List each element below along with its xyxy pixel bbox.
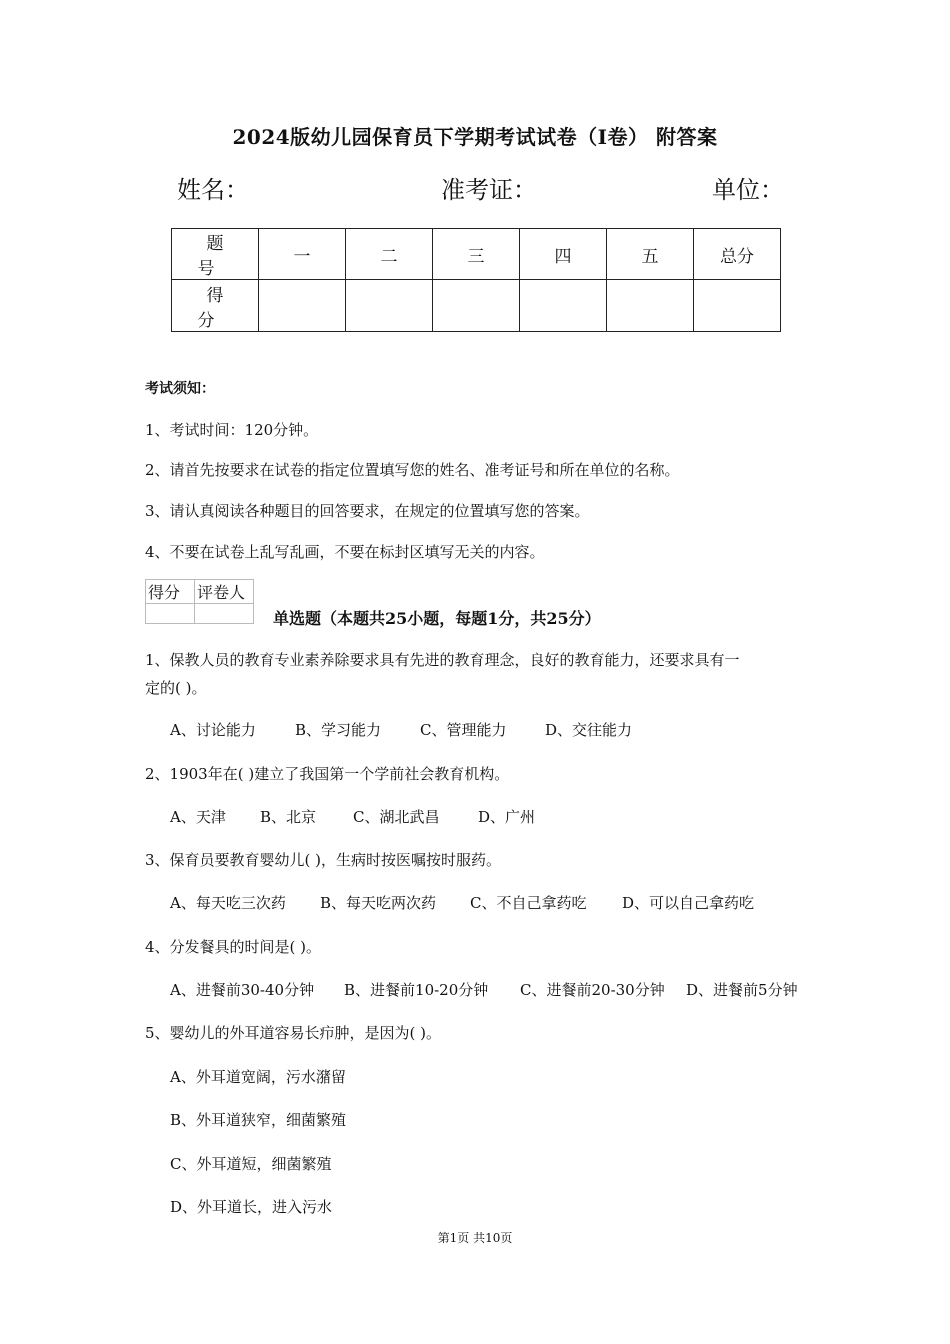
score-table-header-cell: 总分 [694,229,781,280]
option[interactable]: B、学习能力 [295,721,382,739]
question-text: 4、分发餐具的时间是( )。 [145,938,322,956]
score-table-header-cell: 一 [259,229,346,280]
grader-box [145,579,254,624]
score-table-header-cell: 四 [520,229,607,280]
option[interactable]: D、交往能力 [545,721,633,739]
option-row [170,892,754,913]
question-text: 1、保教人员的教育专业素养除要求具有先进的教育理念，良好的教育能力，还要求具有一 [145,651,740,669]
notice-item: 1、考试时间：120分钟。 [145,421,319,439]
score-table-header-cell: 三 [433,229,520,280]
score-table-header-cell: 二 [346,229,433,280]
unit-field-label: 单位： [712,176,784,204]
option-row [170,806,535,827]
option-row [170,979,798,1000]
question-text: 3、保育员要教育婴幼儿( )，生病时按医嘱按时服药。 [145,851,502,869]
option[interactable]: C、管理能力 [420,721,507,739]
exam-id-field-label: 准考证： [441,176,537,204]
option[interactable]: D、进餐前5分钟 [686,981,798,999]
score-cell[interactable] [607,280,694,332]
option[interactable]: A、进餐前30-40分钟 [170,981,315,999]
score-cell[interactable] [694,280,781,332]
option[interactable]: C、不自己拿药吃 [470,894,587,912]
score-cell[interactable] [346,280,433,332]
option[interactable]: D、外耳道长，进入污水 [170,1198,333,1216]
grader-reviewer-cell[interactable] [195,604,254,624]
option[interactable]: B、每天吃两次药 [320,894,437,912]
option[interactable]: D、可以自己拿药吃 [622,894,755,912]
score-table-header-cell: 题 号 [172,229,259,280]
option[interactable]: C、湖北武昌 [353,808,440,826]
question-text: 5、婴幼儿的外耳道容易长疖肿，是因为( )。 [145,1024,442,1042]
score-cell[interactable] [259,280,346,332]
notice-item: 4、不要在试卷上乱写乱画，不要在标封区填写无关的内容。 [145,543,545,561]
grader-reviewer-label: 评卷人 [195,580,254,604]
score-cell[interactable] [520,280,607,332]
option[interactable]: A、讨论能力 [170,721,256,739]
notice-item: 2、请首先按要求在试卷的指定位置填写您的姓名、准考证号和所在单位的名称。 [145,461,680,479]
option[interactable]: D、广州 [478,808,536,826]
option[interactable]: B、进餐前10-20分钟 [344,981,489,999]
option-row [170,719,632,740]
option[interactable]: A、天津 [170,808,226,826]
question-text: 2、1903年在( )建立了我国第一个学前社会教育机构。 [145,765,510,783]
option[interactable]: A、每天吃三次药 [170,894,286,912]
name-field-label: 姓名： [177,176,249,204]
grader-score-label: 得分 [146,580,195,604]
score-table-score-row [172,280,781,332]
option[interactable]: A、外耳道宽阔，污水潴留 [170,1068,346,1086]
score-table-row-label: 得 分 [172,280,259,332]
page-footer: 第1页 共10页 [437,1231,513,1245]
option[interactable]: B、外耳道狭窄，细菌繁殖 [170,1111,347,1129]
score-table [171,228,781,332]
notice-heading: 考试须知： [145,381,215,397]
option[interactable]: C、进餐前20-30分钟 [520,981,665,999]
question-text-continued: 定的( )。 [145,679,207,697]
option[interactable]: C、外耳道短，细菌繁殖 [170,1155,332,1173]
grader-score-cell[interactable] [146,604,195,624]
score-table-header-cell: 五 [607,229,694,280]
option[interactable]: B、北京 [260,808,317,826]
score-cell[interactable] [433,280,520,332]
notice-item: 3、请认真阅读各种题目的回答要求，在规定的位置填写您的答案。 [145,502,590,520]
section-heading: 单选题（本题共25小题，每题1分，共25分） [273,609,601,628]
exam-title: 2024版幼儿园保育员下学期考试试卷（I卷） 附答案 [232,125,718,149]
score-table-header-row [172,229,781,280]
